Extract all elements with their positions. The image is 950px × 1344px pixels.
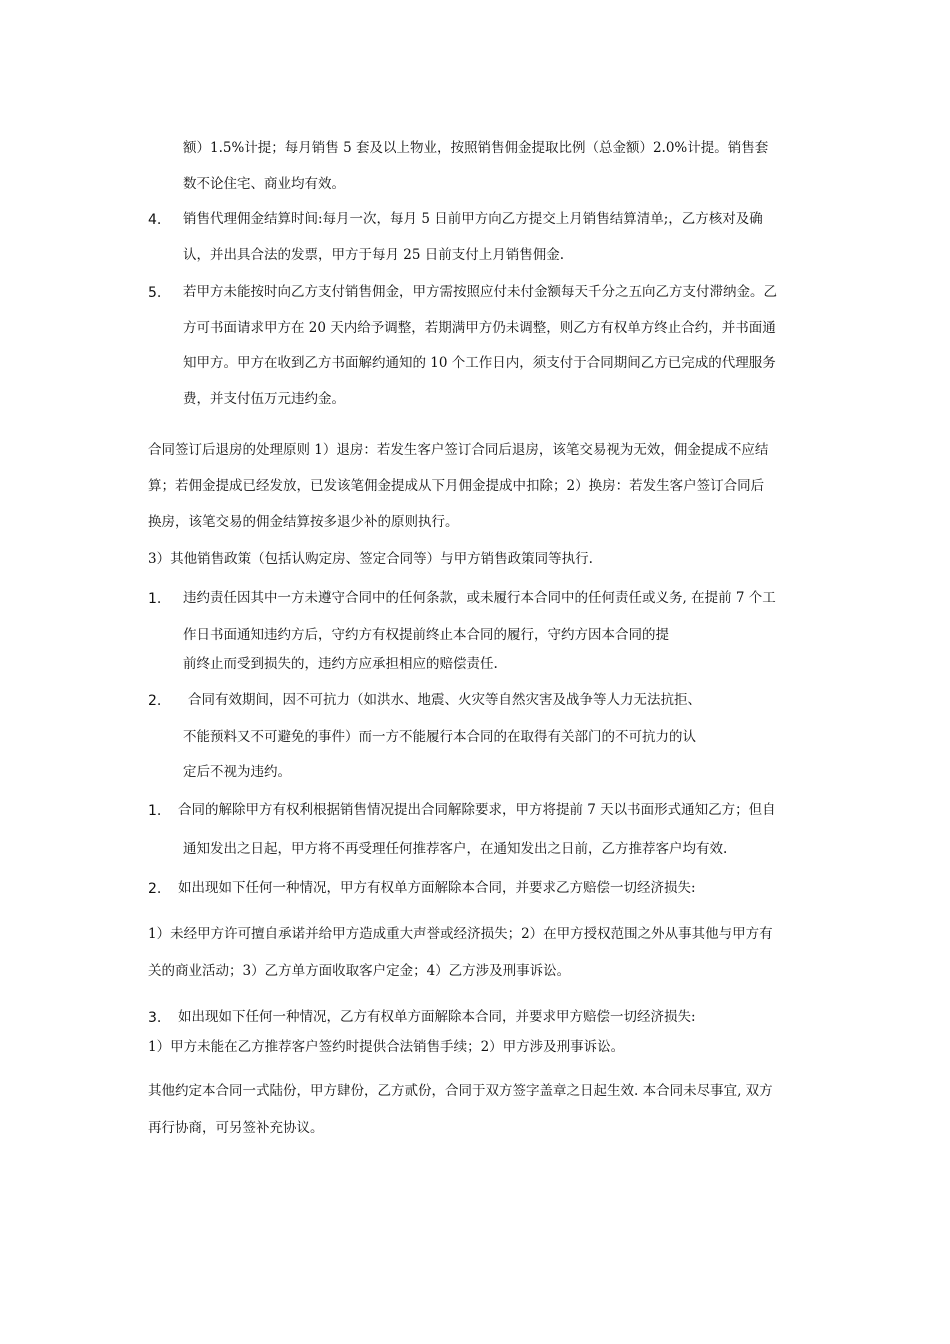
text-line: 若甲方未能按时向乙方支付销售佣金，甲方需按照应付未付金额每天千分之五向乙方支付滞纳金。乙: [183, 284, 777, 300]
list-number: 3.: [148, 1010, 162, 1026]
text-line: 前终止而受到损失的，违约方应承担相应的赔偿责任.: [183, 656, 498, 672]
text-line: 算；若佣金提成已经发放，已发该笔佣金提成从下月佣金提成中扣除；2）换房：若发生客户签订合同后: [148, 478, 765, 494]
text-line: 其他约定本合同一式陆份，甲方肆份，乙方贰份，合同于双方签字盖章之日起生效. 本合同未尽事宜, 双方: [148, 1083, 773, 1099]
text-line: 数不论住宅、商业均有效。: [183, 176, 345, 192]
text-line: 如出现如下任何一种情况，甲方有权单方面解除本合同，并要求乙方赔偿一切经济损失:: [178, 880, 696, 896]
text-line: 3）其他销售政策（包括认购定房、签定合同等）与甲方销售政策同等执行.: [148, 551, 593, 567]
text-line: 定后不视为违约。: [183, 764, 291, 780]
text-line: 1）未经甲方许可擅自承诺并给甲方造成重大声誉或经济损失；2）在甲方授权范围之外从事其他与甲方有: [148, 926, 773, 942]
text-line: 额）1.5%计提；每月销售 5 套及以上物业，按照销售佣金提取比例（总金额）2.0%计提。销售套: [183, 140, 769, 156]
text-line: 1）甲方未能在乙方推荐客户签约时提供合法销售手续；2）甲方涉及刑事诉讼。: [148, 1039, 625, 1055]
list-number: 5.: [148, 285, 162, 301]
list-number: 1.: [148, 803, 162, 819]
text-line: 合同签订后退房的处理原则 1）退房：若发生客户签订合同后退房，该笔交易视为无效，佣金提成不应结: [148, 442, 769, 458]
text-line: 不能预料又不可避免的事件）而一方不能履行本合同的在取得有关部门的不可抗力的认: [183, 729, 696, 745]
text-line: 如出现如下任何一种情况，乙方有权单方面解除本合同，并要求甲方赔偿一切经济损失:: [178, 1009, 696, 1025]
list-number: 4.: [148, 212, 162, 228]
text-line: 再行协商，可另签补充协议。: [148, 1120, 324, 1136]
text-line: 合同有效期间，因不可抗力（如洪水、地震、火灾等自然灾害及战争等人力无法抗拒、: [188, 692, 701, 708]
text-line: 关的商业活动；3）乙方单方面收取客户定金；4）乙方涉及刑事诉讼。: [148, 963, 571, 979]
text-line: 换房，该笔交易的佣金结算按多退少补的原则执行。: [148, 514, 459, 530]
text-line: 通知发出之日起，甲方将不再受理任何推荐客户，在通知发出之日前，乙方推荐客户均有效.: [183, 841, 728, 857]
text-line: 违约责任因其中一方未遵守合同中的任何条款，或未履行本合同中的任何责任或义务, 在提前 7 个工: [183, 590, 776, 606]
list-number: 1.: [148, 591, 162, 607]
text-line: 知甲方。甲方在收到乙方书面解约通知的 10 个工作日内，须支付于合同期间乙方已完成的代理服务: [183, 355, 776, 371]
text-line: 作日书面通知违约方后，守约方有权提前终止本合同的履行，守约方因本合同的提: [183, 627, 669, 643]
text-line: 合同的解除甲方有权利根据销售情况提出合同解除要求，甲方将提前 7 天以书面形式通知乙方；但自: [178, 802, 776, 818]
text-line: 方可书面请求甲方在 20 天内给予调整，若期满甲方仍未调整，则乙方有权单方终止合约，并书面通: [183, 320, 776, 336]
text-line: 费，并支付伍万元违约金。: [183, 391, 345, 407]
text-line: 认，并出具合法的发票，甲方于每月 25 日前支付上月销售佣金.: [183, 247, 565, 263]
text-line: 销售代理佣金结算时间:每月一次，每月 5 日前甲方向乙方提交上月销售结算清单;，乙方核对及确: [183, 211, 763, 227]
list-number: 2.: [148, 881, 162, 897]
list-number: 2.: [148, 693, 162, 709]
